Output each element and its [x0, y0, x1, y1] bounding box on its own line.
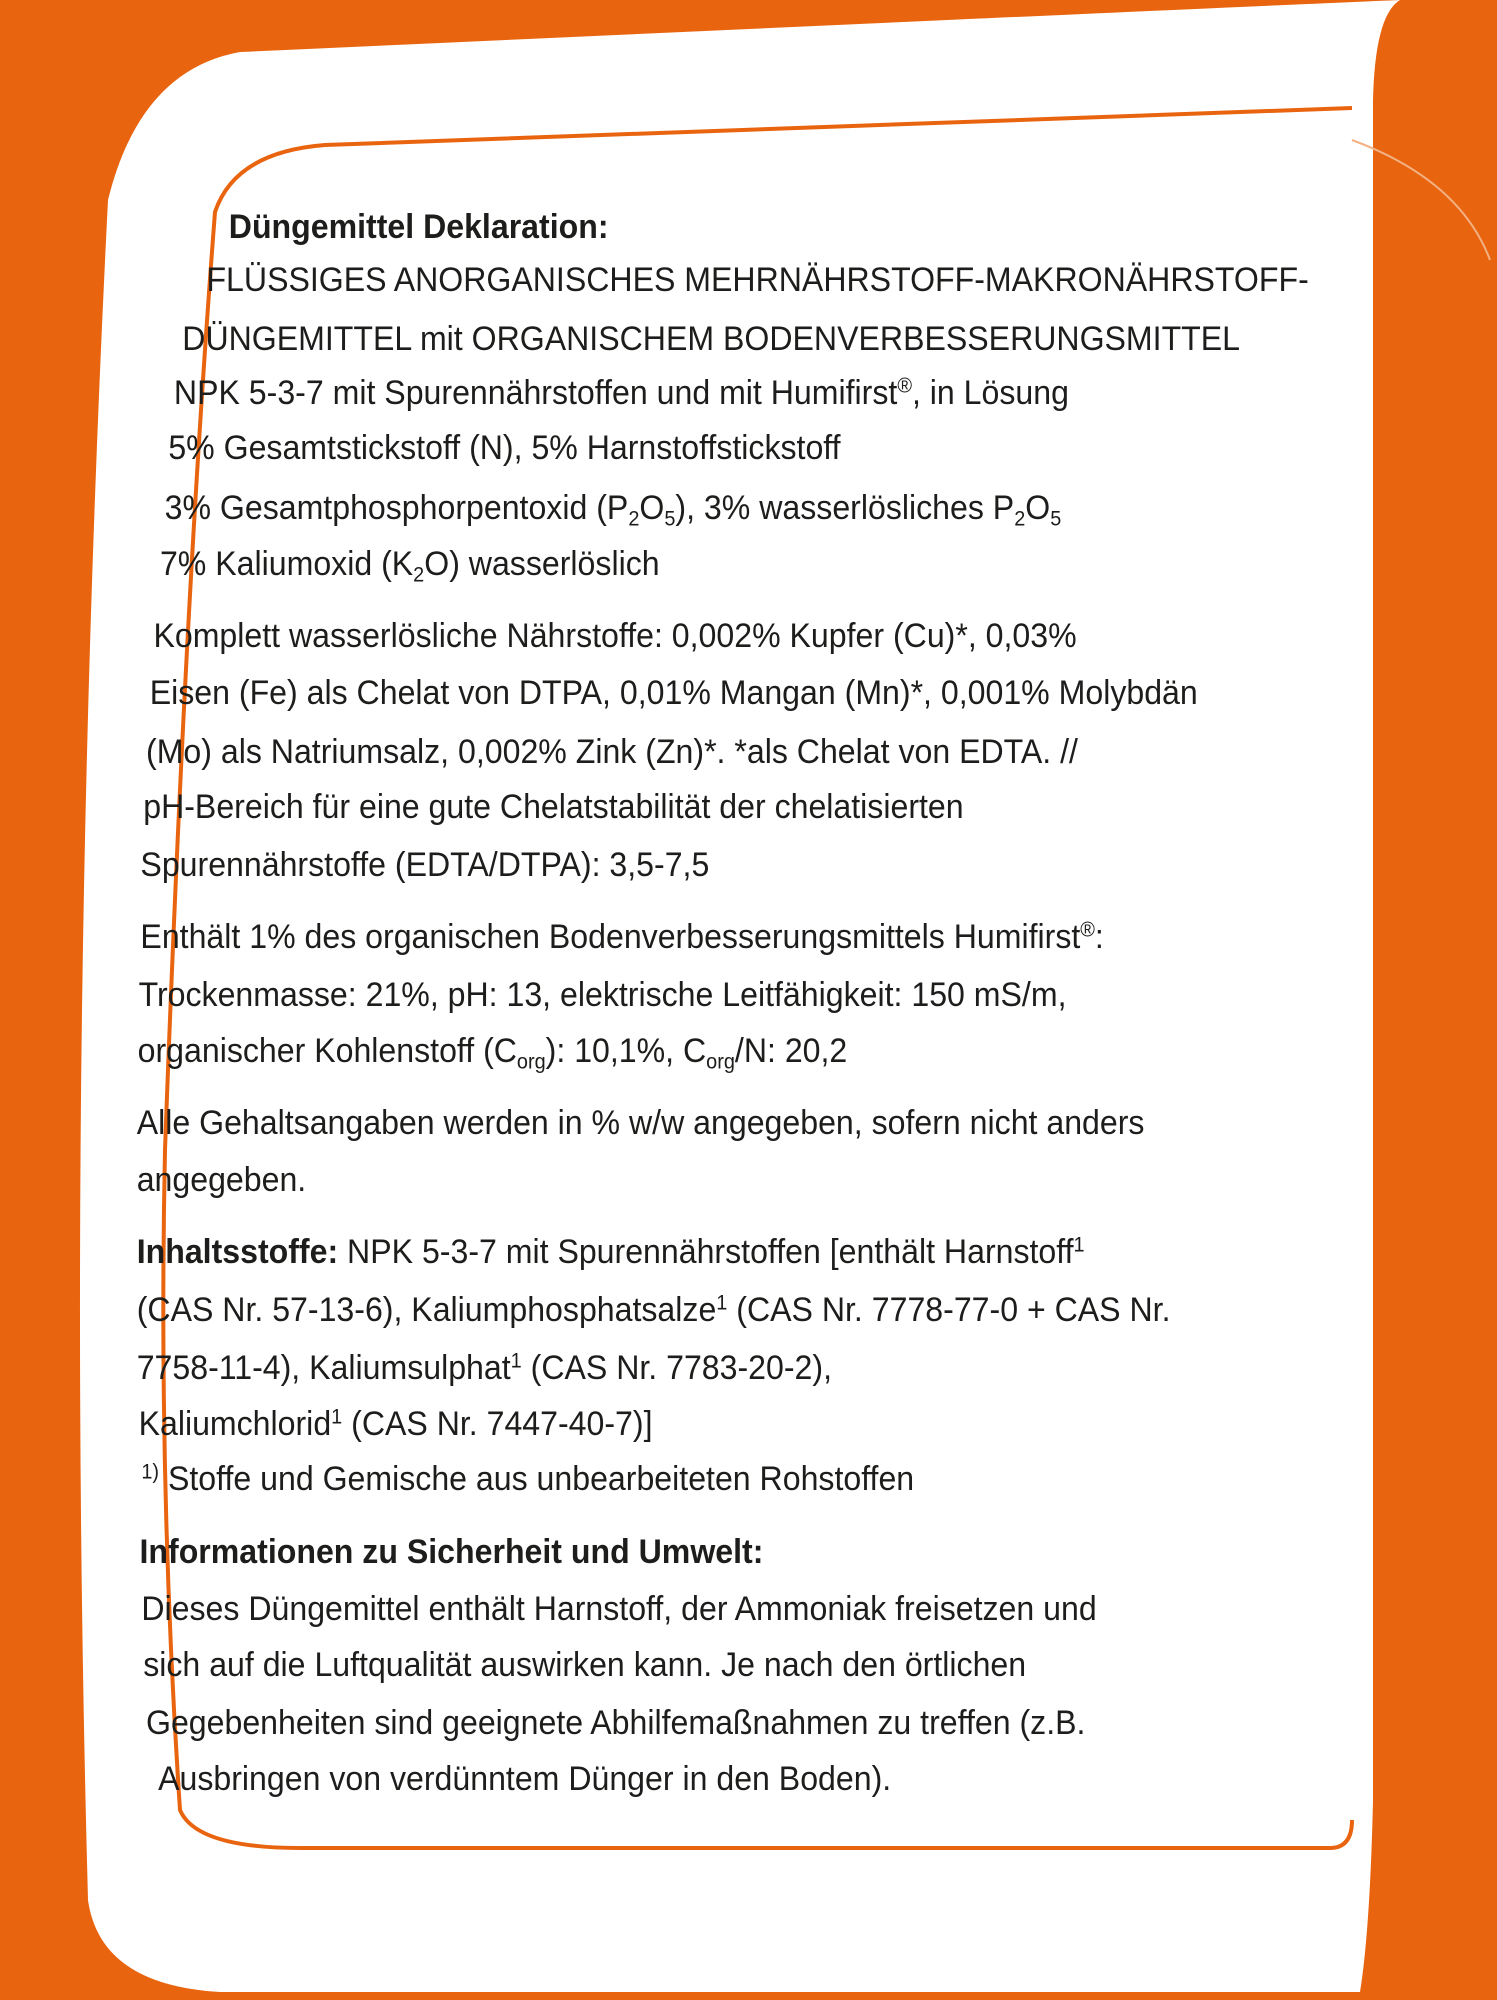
npk-line: NPK 5-3-7 mit Spurennährstoffen und mit Humifirst®, in Lösung [173, 373, 1069, 412]
humifirst-line-1: Enthält 1% des organischen Bodenverbesserungsmittels Humifirst®: [140, 917, 1104, 956]
safety-line-1: Dieses Düngemittel enthält Harnstoff, der Ammoniak freisetzen und [141, 1590, 1097, 1628]
trace-elements-line-3: (Mo) als Natriumsalz, 0,002% Zink (Zn)*. *als Chelat von EDTA. // [146, 733, 1078, 771]
potassium-line: 7% Kaliumoxid $(K_2O)$ wasserlöslich [159, 545, 660, 587]
content-note-line-2: angegeben. [136, 1161, 307, 1199]
humifirst-line-2: Trockenmasse: 21%, pH: 13, elektrische Leitfähigkeit: 150 mS/m, [138, 976, 1067, 1014]
nitrogen-line: 5% Gesamtstickstoff (N), 5% Harnstoffstickstoff [168, 429, 841, 467]
trace-elements-line-4: pH-Bereich für eine gute Chelatstabilität der chelatisierten [143, 788, 964, 826]
ingredients-line-2: (CAS Nr. 57-13-6), Kaliumphosphatsalze$^1$ (CAS Nr. 7778-77-0 + CAS Nr. [136, 1290, 1171, 1329]
declaration-heading: Düngemittel Deklaration: [228, 208, 609, 246]
safety-line-2: sich auf die Luftqualität auswirken kann. Je nach den örtlichen [143, 1646, 1027, 1684]
fertilizer-type-line-2: DÜNGEMITTEL mit ORGANISCHEM BODENVERBESSERUNGSMITTEL [182, 320, 1241, 358]
trace-elements-line-1: Komplett wasserlösliche Nährstoffe: 0,002% Kupfer (Cu)*, 0,03% [153, 617, 1077, 655]
trace-elements-line-5: Spurennährstoffe (EDTA/DTPA): 3,5-7,5 [140, 846, 710, 884]
fertilizer-type-line-1: FLÜSSIGES ANORGANISCHES MEHRNÄHRSTOFF-MAKRONÄHRSTOFF- [206, 261, 1309, 299]
safety-line-4: Ausbringen von verdünntem Dünger in den Boden). [158, 1760, 892, 1798]
ingredients-label: Inhaltsstoffe: [136, 1233, 339, 1271]
ingredients-line-3: 7758-11-4), Kaliumsulphat$^1$ (CAS Nr. 7783-20-2), [136, 1348, 833, 1387]
phosphorus-line: 3% Gesamtphosphorpentoxid $(P_2O_5)$, 3% wasserlösliches $P_2O_5$ [164, 489, 1062, 531]
content-note-line-1: Alle Gehaltsangaben werden in % w/w angegeben, sofern nicht anders [136, 1104, 1145, 1142]
ingredients-line-1: Inhaltsstoffe: NPK 5-3-7 mit Spurennährstoffen [enthält Harnstoff$^1$ [136, 1232, 1085, 1271]
safety-line-3: Gegebenheiten sind geeignete Abhilfemaßnahmen zu treffen (z.B. [146, 1704, 1086, 1742]
ingredients-line-4: Kaliumchlorid$^1$ (CAS Nr. 7447-40-7)] [138, 1404, 653, 1443]
ingredients-footnote: $^{1)}$ Stoffe und Gemische aus unbearbeiteten Rohstoffen [141, 1459, 915, 1498]
humifirst-line-3: organischer Kohlenstoff $(C_{org})$: 10,1%, $C_{org}/N$: 20,2 [137, 1032, 848, 1074]
safety-heading: Informationen zu Sicherheit und Umwelt: [139, 1533, 764, 1571]
trace-elements-line-2: Eisen (Fe) als Chelat von DTPA, 0,01% Mangan (Mn)*, 0,001% Molybdän [149, 674, 1198, 712]
